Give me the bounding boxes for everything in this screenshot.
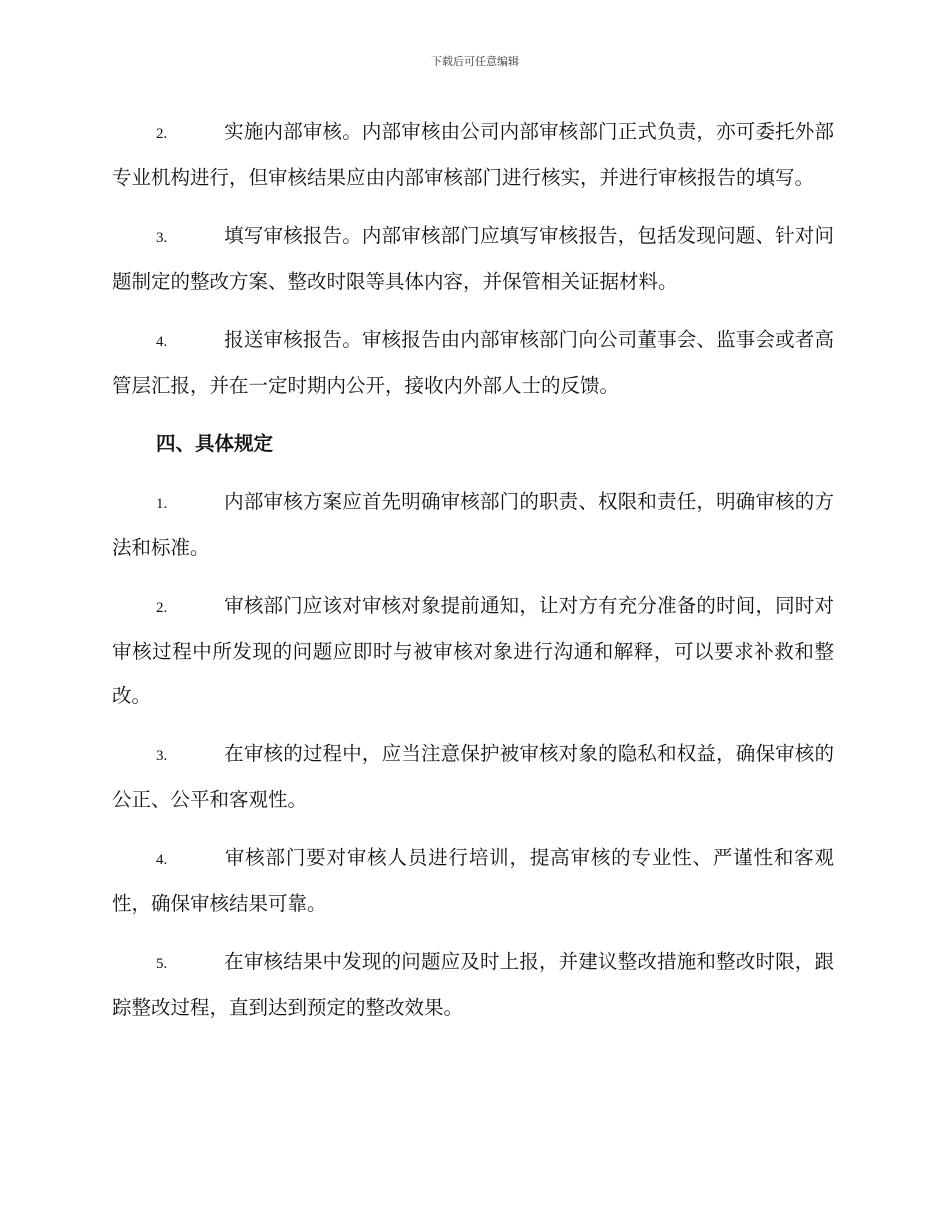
list-item-number: 2. — [156, 126, 168, 142]
page-header: 下载后可任意编辑 — [431, 55, 519, 68]
list-item — [112, 318, 834, 408]
list-item — [112, 836, 834, 926]
list-item-number: 3. — [156, 230, 168, 246]
list-item — [112, 732, 834, 822]
list-item — [112, 480, 834, 570]
list-item-text: 填写审核报告。内部审核部门应填写审核报告，包括发现问题、针对问题制定的整改方案、整改时限等具体内容，并保管相关证据材料。 — [112, 224, 834, 293]
section-heading: 四、具体规定 — [156, 432, 274, 455]
list-item — [112, 940, 834, 1030]
list-item-text: 审核部门要对审核人员进行培训，提高审核的专业性、严谨性和客观性，确保审核结果可靠。 — [112, 846, 834, 915]
list-item-number: 4. — [156, 852, 168, 868]
list-item-text: 实施内部审核。内部审核由公司内部审核部门正式负责，亦可委托外部专业机构进行，但审核结果应由内部审核部门进行核实，并进行审核报告的填写。 — [112, 120, 834, 189]
list-item-number: 4. — [156, 334, 168, 350]
list-item-number: 1. — [156, 496, 168, 512]
list-item-text: 内部审核方案应首先明确审核部门的职责、权限和责任，明确审核的方法和标准。 — [112, 490, 834, 559]
list-item-text: 在审核的过程中，应当注意保护被审核对象的隐私和权益，确保审核的公正、公平和客观性。 — [112, 742, 834, 811]
list-item — [112, 214, 834, 304]
list-item-text: 在审核结果中发现的问题应及时上报，并建议整改措施和整改时限，跟踪整改过程，直到达到预定的整改效果。 — [112, 950, 834, 1019]
list-item-number: 2. — [156, 600, 168, 616]
list-item-text: 审核部门应该对审核对象提前通知，让对方有充分准备的时间，同时对审核过程中所发现的问题应即时与被审核对象进行沟通和解释，可以要求补救和整改。 — [112, 594, 834, 707]
list-item-number: 3. — [156, 748, 168, 764]
list-item — [112, 584, 834, 718]
list-item-text: 报送审核报告。审核报告由内部审核部门向公司董事会、监事会或者高管层汇报，并在一定时期内公开，接收内外部人士的反馈。 — [112, 328, 834, 397]
list-item-number: 5. — [156, 956, 168, 972]
document-body — [112, 110, 834, 1044]
list-item — [112, 110, 834, 200]
